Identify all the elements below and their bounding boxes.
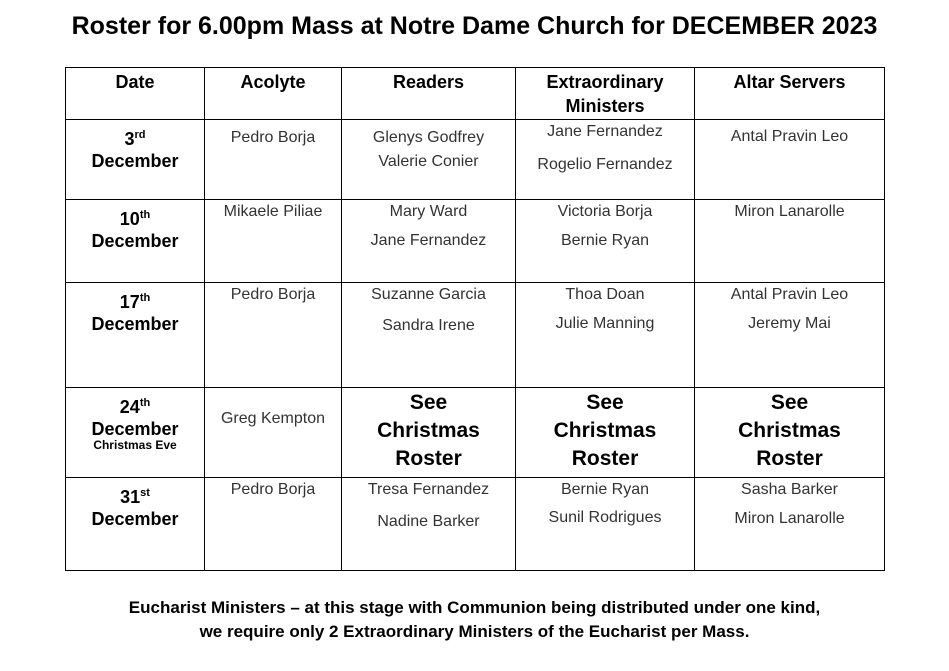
see-roster-line3: Roster: [395, 447, 462, 470]
reader-name: Valerie Conier: [378, 153, 479, 170]
acolyte-cell: [205, 478, 342, 571]
servers-cell: [695, 120, 885, 200]
table-row: [66, 478, 885, 571]
reader-name: Tresa Fernandez: [367, 481, 490, 498]
reader-name: Nadine Barker: [377, 513, 480, 530]
table-row: [66, 200, 885, 283]
date-month: December: [91, 314, 179, 334]
ministers-cell: [516, 200, 695, 283]
date-day: 17th: [119, 292, 151, 312]
readers-cell: [342, 283, 516, 388]
acolyte-name: Pedro Borja: [230, 129, 316, 146]
servers-cell: [695, 200, 885, 283]
header-acolyte: Acolyte: [205, 68, 342, 120]
header-ministers-line1: Extraordinary: [546, 72, 664, 92]
reader-name: Suzanne Garcia: [371, 286, 486, 303]
server-name: Miron Lanarolle: [734, 510, 845, 527]
date-month: December: [91, 231, 179, 251]
servers-cell: [695, 478, 885, 571]
table-row: [66, 388, 885, 478]
acolyte-name: Greg Kempton: [220, 410, 326, 427]
minister-name: Jane Fernandez: [547, 123, 663, 140]
date-month: December: [91, 151, 179, 171]
readers-cell: [342, 120, 516, 200]
servers-cell: [695, 388, 885, 478]
server-name: Antal Pravin Leo: [730, 286, 849, 303]
date-cell: [66, 120, 205, 200]
acolyte-name: Pedro Borja: [230, 286, 316, 303]
reader-name: Sandra Irene: [382, 317, 475, 334]
reader-name: Mary Ward: [389, 203, 468, 220]
servers-cell: [695, 283, 885, 388]
footer-line1: Eucharist Ministers – at this stage with Communion being distributed under one kind,: [128, 598, 821, 617]
see-roster-line3: Roster: [756, 447, 823, 470]
acolyte-cell: [205, 200, 342, 283]
server-name: Antal Pravin Leo: [730, 128, 849, 145]
footer-note: [0, 596, 949, 644]
table-row: [66, 120, 885, 200]
footer-line2: we require only 2 Extraordinary Ministers of the Eucharist per Mass.: [199, 622, 750, 641]
date-cell: [66, 478, 205, 571]
see-roster-line1: See: [770, 391, 809, 414]
minister-name: Bernie Ryan: [560, 232, 650, 249]
acolyte-cell: [205, 388, 342, 478]
date-cell: [66, 388, 205, 478]
date-month: December: [91, 419, 179, 439]
see-roster-line3: Roster: [571, 447, 639, 470]
header-ministers: [516, 68, 695, 120]
ministers-cell: [516, 388, 695, 478]
date-note: Christmas Eve: [93, 438, 177, 452]
date-day: 31st: [120, 487, 150, 507]
date-day: 3rd: [124, 129, 146, 149]
table-row: [66, 283, 885, 388]
ministers-cell: [516, 120, 695, 200]
date-month: December: [91, 509, 179, 529]
acolyte-name: Mikaele Piliae: [223, 203, 323, 220]
see-roster-line2: Christmas: [377, 419, 480, 442]
see-roster-line2: Christmas: [738, 419, 841, 442]
minister-name: Rogelio Fernandez: [537, 156, 673, 173]
date-day: 10th: [119, 209, 151, 229]
header-ministers-line2: Ministers: [565, 96, 645, 116]
header-date: Date: [66, 68, 205, 120]
page-title: Roster for 6.00pm Mass at Notre Dame Church for DECEMBER 2023: [71, 12, 878, 40]
reader-name: Jane Fernandez: [370, 232, 487, 249]
minister-name: Julie Manning: [555, 315, 655, 332]
ministers-cell: [516, 283, 695, 388]
see-roster-line2: Christmas: [553, 419, 657, 442]
readers-cell: [342, 200, 516, 283]
minister-name: Thoa Doan: [565, 286, 645, 303]
server-name: Sasha Barker: [741, 481, 838, 498]
reader-name: Glenys Godfrey: [372, 129, 485, 146]
roster-table: [65, 67, 885, 571]
server-name: Miron Lanarolle: [734, 203, 845, 220]
date-day: 24th: [119, 397, 151, 417]
minister-name: Sunil Rodrigues: [548, 509, 662, 526]
acolyte-cell: [205, 283, 342, 388]
server-name: Jeremy Mai: [748, 315, 831, 332]
table-header-row: [66, 68, 885, 120]
see-roster-line1: See: [409, 391, 448, 414]
readers-cell: [342, 478, 516, 571]
ministers-cell: [516, 478, 695, 571]
minister-name: Bernie Ryan: [560, 481, 650, 498]
see-roster-line1: See: [586, 391, 624, 414]
minister-name: Victoria Borja: [557, 203, 653, 220]
date-cell: [66, 283, 205, 388]
header-servers: Altar Servers: [695, 68, 885, 120]
acolyte-cell: [205, 120, 342, 200]
readers-cell: [342, 388, 516, 478]
header-readers: Readers: [342, 68, 516, 120]
date-cell: [66, 200, 205, 283]
acolyte-name: Pedro Borja: [230, 481, 316, 498]
